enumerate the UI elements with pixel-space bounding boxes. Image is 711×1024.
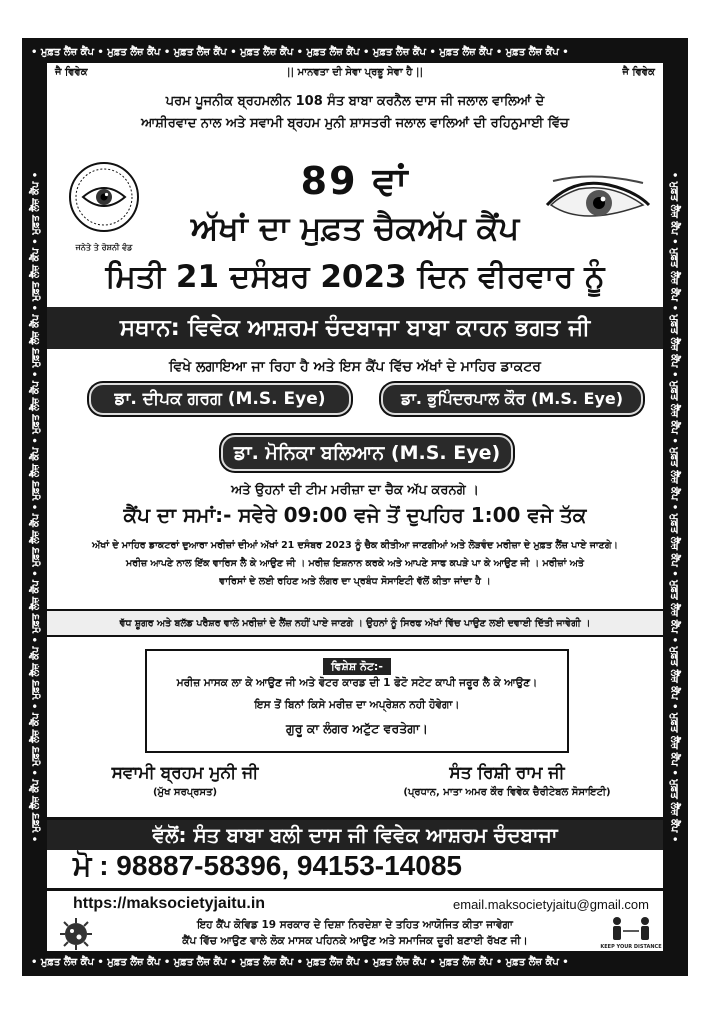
special-note-line-3: ਗੁਰੂ ਕਾ ਲੰਗਰ ਅਟੁੱਟ ਵਰਤੇਗਾ।	[286, 721, 428, 736]
header-motto: || ਮਾਨਵਤਾ ਦੀ ਸੇਵਾ ਪ੍ਰਭੂ ਸੇਵਾ ਹੈ ||	[286, 67, 424, 78]
patron-name: ਸਵਾਮੀ ਬ੍ਰਹਮ ਮੁਨੀ ਜੀ	[111, 763, 259, 783]
blessing-line-1: ਪਰਮ ਪੂਜਨੀਕ ਬ੍ਰਹਮਲੀਨ 108 ਸੰਤ ਬਾਬਾ ਕਰਨੈਲ ਦਾਸ ਜੀ ਜਲਾਲ ਵਾਲਿਆਂ ਦੇ	[165, 94, 545, 109]
border-left-text: • ਮੁਫ਼ਤ ਲੈਂਜ਼ ਕੈਂਪ • ਮੁਫ਼ਤ ਲੈਂਜ਼ ਕੈਂਪ • ਮੁਫ਼ਤ ਲੈਂਜ਼ ਕੈਂਪ • ਮੁਫ਼ਤ ਲੈਂਜ਼ ਕੈਂਪ • ਮੁਫ਼ਤ ਲੈਂਜ਼ ਕੈਂਪ • ਮੁਫ਼ਤ ਲੈਂਜ਼ ਕੈਂਪ • ਮੁਫ਼ਤ ਲੈਂਜ਼ ਕੈਂਪ • ਮੁਫ਼ਤ ਲੈਂਜ਼ ਕੈਂਪ • ਮੁਫ਼ਤ ਲੈਂਜ਼ ਕੈਂਪ • ਮੁਫ਼ਤ ਲੈਂਜ਼ ਕੈਂਪ •	[30, 171, 42, 843]
header-right: ਜੈ ਵਿਵੇਕ	[622, 67, 655, 78]
covid-line-2: ਕੈਂਪ ਵਿੱਚ ਆਉਣ ਵਾਲੇ ਲੋਕ ਮਾਸਕ ਪਹਿਨਕੇ ਆਉਣ ਅਤੇ ਸਮਾਜਿਕ ਦੂਰੀ ਬਣਾਈ ਰੱਖਣ ਜੀ।	[182, 935, 528, 947]
team-line: ਅਤੇ ਉਹਨਾਂ ਦੀ ਟੀਮ ਮਰੀਜ਼ਾ ਦਾ ਚੈਕ ਅੱਪ ਕਰਨਗੇ ।	[231, 483, 479, 498]
border-top-text: • ਮੁਫ਼ਤ ਲੈਂਜ਼ ਕੈਂਪ • ਮੁਫ਼ਤ ਲੈਂਜ਼ ਕੈਂਪ • ਮੁਫ਼ਤ ਲੈਂਜ਼ ਕੈਂਪ • ਮੁਫ਼ਤ ਲੈਂਜ਼ ਕੈਂਪ • ਮੁਫ਼ਤ ਲੈਂਜ਼ ਕੈਂਪ • ਮੁਫ਼ਤ ਲੈਂਜ਼ ਕੈਂਪ • ਮੁਫ਼ਤ ਲੈਂਜ਼ ਕੈਂਪ • ਮੁਫ਼ਤ ਲੈਂਜ਼ ਕੈਂਪ •	[31, 46, 569, 58]
president-name: ਸੰਤ ਰਿਸ਼ੀ ਰਾਮ ਜੀ	[449, 763, 565, 783]
covid-notice	[47, 915, 663, 951]
camp-title: ਅੱਖਾਂ ਦਾ ਮੁਫ਼ਤ ਚੈਕਅੱਪ ਕੈਂਪ	[190, 209, 520, 247]
venue-text: ਸਥਾਨ: ਵਿਵੇਕ ਆਸ਼ਰਮ ਚੰਦਬਾਜਾ ਬਾਬਾ ਕਾਹਨ ਭਗਤ ਜੀ	[119, 315, 591, 341]
covid-virus-icon	[59, 917, 93, 951]
president-role: (ਪ੍ਰਧਾਨ, ਮਾਤਾ ਅਮਰ ਕੌਰ ਵਿਵੇਕ ਚੈਰੀਟੇਬਲ ਸੋਸਾਇਟੀ)	[403, 787, 611, 798]
website-link[interactable]: https://maksocietyjaitu.in	[73, 895, 266, 912]
sugar-warning-text: ਵੱਧ ਸ਼ੂਗਰ ਅਤੇ ਬਲੱਡ ਪਰੈਸ਼ਰ ਵਾਲੇ ਮਰੀਜ਼ਾਂ ਦੇ ਲੈਂਜ਼ ਨਹੀਂ ਪਾਏ ਜਾਣਗੇ । ਉਹਨਾਂ ਨੂੰ ਸਿਰਫ ਅੱਖਾਂ ਵਿੱਚ ਪਾਉਣ ਲਈ ਦਵਾਈ ਦਿੱਤੀ ਜਾਵੇਗੀ ।	[119, 617, 591, 629]
patron-role: (ਮੁੱਖ ਸਰਪ੍ਰਸਤ)	[152, 787, 218, 798]
special-note-heading	[147, 655, 567, 674]
social-distance-icon	[600, 915, 662, 951]
patron-signature	[75, 763, 295, 798]
border-right-text: • ਮੁਫ਼ਤ ਲੈਂਜ਼ ਕੈਂਪ • ਮੁਫ਼ਤ ਲੈਂਜ਼ ਕੈਂਪ • ਮੁਫ਼ਤ ਲੈਂਜ਼ ਕੈਂਪ • ਮੁਫ਼ਤ ਲੈਂਜ਼ ਕੈਂਪ • ਮੁਫ਼ਤ ਲੈਂਜ਼ ਕੈਂਪ • ਮੁਫ਼ਤ ਲੈਂਜ਼ ਕੈਂਪ • ਮੁਫ਼ਤ ਲੈਂਜ਼ ਕੈਂਪ • ਮੁਫ਼ਤ ਲੈਂਜ਼ ਕੈਂਪ • ਮੁਫ਼ਤ ਲੈਂਜ਼ ਕੈਂਪ • ਮੁਫ਼ਤ ਲੈਂਜ਼ ਕੈਂਪ •	[668, 171, 680, 843]
special-note-box	[145, 649, 569, 753]
header-left: ਜੈ ਵਿਵੇਕ	[55, 67, 88, 78]
logo-caption: ਜਨੇਤੇ ਤੇ ਰੋਸ਼ਨੀ ਵੰਡ	[75, 243, 133, 252]
camp-timing: ਕੈਂਪ ਦਾ ਸਮਾਂ:- ਸਵੇਰੇ 09:00 ਵਜੇ ਤੋਂ ਦੁਪਹਿਰ 1:00 ਵਜੇ ਤੱਕ	[123, 503, 587, 527]
venue-bar	[47, 307, 663, 349]
doctor-2-badge	[381, 383, 643, 415]
special-note-line-2: ਇਸ ਤੋਂ ਬਿਨਾਂ ਕਿਸੇ ਮਰੀਜ਼ ਦਾ ਅਪ੍ਰੇਸ਼ਨ ਨਹੀ ਹੋਵੇਗਾ।	[254, 699, 460, 711]
camp-notes	[51, 537, 659, 591]
doctor-1-name: ਡਾ. ਦੀਪਕ ਗਰਗ (M.S. Eye)	[114, 389, 326, 409]
special-note-line-1: ਮਰੀਜ਼ ਮਾਸਕ ਲਾ ਕੇ ਆਉਣ ਜੀ ਅਤੇ ਵੋਟਰ ਕਾਰਡ ਦੀ 1 ਫੋਟੋ ਸਟੇਟ ਕਾਪੀ ਜਰੂਰ ਲੈ ਕੇ ਆਉਣ।	[176, 677, 538, 689]
blessing-line-2: ਆਸ਼ੀਰਵਾਦ ਨਾਲ ਅਤੇ ਸਵਾਮੀ ਬ੍ਰਹਮ ਮੁਨੀ ਸ਼ਾਸਤਰੀ ਜਲਾਲ ਵਾਲਿਆਂ ਦੀ ਰਹਿਨੁਮਾਈ ਵਿੱਚ	[141, 116, 569, 131]
border-bottom-text: • ਮੁਫ਼ਤ ਲੈਂਜ਼ ਕੈਂਪ • ਮੁਫ਼ਤ ਲੈਂਜ਼ ਕੈਂਪ • ਮੁਫ਼ਤ ਲੈਂਜ਼ ਕੈਂਪ • ਮੁਫ਼ਤ ਲੈਂਜ਼ ਕੈਂਪ • ਮੁਫ਼ਤ ਲੈਂਜ਼ ਕੈਂਪ • ਮੁਫ਼ਤ ਲੈਂਜ਼ ਕੈਂਪ • ਮੁਫ਼ਤ ਲੈਂਜ਼ ਕੈਂਪ • ਮੁਫ਼ਤ ਲੈਂਜ਼ ਕੈਂਪ •	[31, 956, 569, 968]
contact-box	[47, 817, 663, 891]
organizer-text: ਵੱਲੋਂ: ਸੰਤ ਬਾਬਾ ਬਲੀ ਦਾਸ ਜੀ ਵਿਵੇਕ ਆਸ਼ਰਮ ਚੰਦਬਾਜਾ	[152, 823, 558, 847]
doctor-1-badge	[89, 383, 351, 415]
sugar-warning-bar	[47, 609, 663, 637]
doctor-3-name: ਡਾ. ਮੋਨਿਕਾ ਬਲਿਆਨ (M.S. Eye)	[233, 442, 501, 464]
border-top	[25, 41, 685, 63]
blessing-text	[47, 91, 663, 135]
doctors-intro: ਵਿਖੇ ਲਗਾਇਆ ਜਾ ਰਿਹਾ ਹੈ ਅਤੇ ਇਸ ਕੈਂਪ ਵਿੱਚ ਅੱਖਾਂ ਦੇ ਮਾਹਿਰ ਡਾਕਟਰ	[168, 359, 541, 375]
note-line-1: ਅੱਖਾਂ ਦੇ ਮਾਹਿਰ ਡਾਕਟਰਾਂ ਦੁਆਰਾ ਮਰੀਜ਼ਾਂ ਦੀਆਂ ਅੱਖਾਂ 21 ਦਸੰਬਰ 2023 ਨੂੰ ਚੈਕ ਕੀਤੀਆ ਜਾਣਗੀਆਂ ਅਤੇ ਲੋੜਵੰਦ ਮਰੀਜ਼ਾ ਦੇ ਮੁਫ਼ਤ ਲੈਂਜ਼ ਪਾਏ ਜਾਣਗੇ।	[92, 540, 618, 551]
poster-content	[47, 63, 663, 951]
doctor-2-name: ਡਾ. ਭੁਪਿੰਦਰਪਾਲ ਕੌਰ (M.S. Eye)	[400, 389, 624, 408]
special-note-heading-text: ਵਿਸ਼ੇਸ਼ ਨੋਟ:-	[323, 658, 391, 675]
covid-line-1: ਇਹ ਕੈਂਪ ਕੋਵਿਡ 19 ਸਰਕਾਰ ਦੇ ਦਿਸ਼ਾ ਨਿਰਦੇਸ਼ਾ ਦੇ ਤਹਿਤ ਆਯੋਜਿਤ ਕੀਤਾ ਜਾਵੇਗਾ	[197, 919, 513, 931]
president-signature	[357, 763, 657, 798]
camp-date: ਮਿਤੀ 21 ਦਸੰਬਰ 2023 ਦਿਨ ਵੀਰਵਾਰ ਨੂੰ	[105, 259, 605, 295]
organizer-line	[47, 820, 663, 850]
border-right	[663, 63, 685, 951]
camp-poster	[22, 38, 688, 976]
covid-text	[117, 917, 593, 949]
email-link[interactable]: email.maksocietyjaitu@gmail.com	[453, 897, 649, 912]
phone-numbers: ਮੋ : 98887-58396, 94153-14085	[73, 850, 462, 881]
border-left	[25, 63, 47, 951]
distance-label: KEEP YOUR DISTANCE	[600, 944, 662, 950]
border-bottom	[25, 951, 685, 973]
camp-number: 89 ਵਾਂ	[300, 159, 410, 203]
doctor-3-badge	[221, 435, 513, 471]
note-line-2: ਮਰੀਜ਼ ਆਪਣੇ ਨਾਲ ਇੱਕ ਵਾਰਿਸ ਲੈ ਕੇ ਆਉਣ ਜੀ । ਮਰੀਜ਼ ਇਸ਼ਨਾਨ ਕਰਕੇ ਅਤੇ ਆਪਣੇ ਸਾਫ ਕਪੜੇ ਪਾ ਕੇ ਆਉਣ ਜੀ । ਮਰੀਜ਼ਾਂ ਅਤੇ	[126, 558, 584, 569]
header-row	[55, 67, 655, 83]
note-line-3: ਵਾਰਿਸਾਂ ਦੇ ਲਈ ਰਹਿਣ ਅਤੇ ਲੰਗਰ ਦਾ ਪ੍ਰਬੰਧ ਸੋਸਾਇਟੀ ਵੱਲੋਂ ਕੀਤਾ ਜਾਂਦਾ ਹੈ ।	[219, 576, 491, 587]
